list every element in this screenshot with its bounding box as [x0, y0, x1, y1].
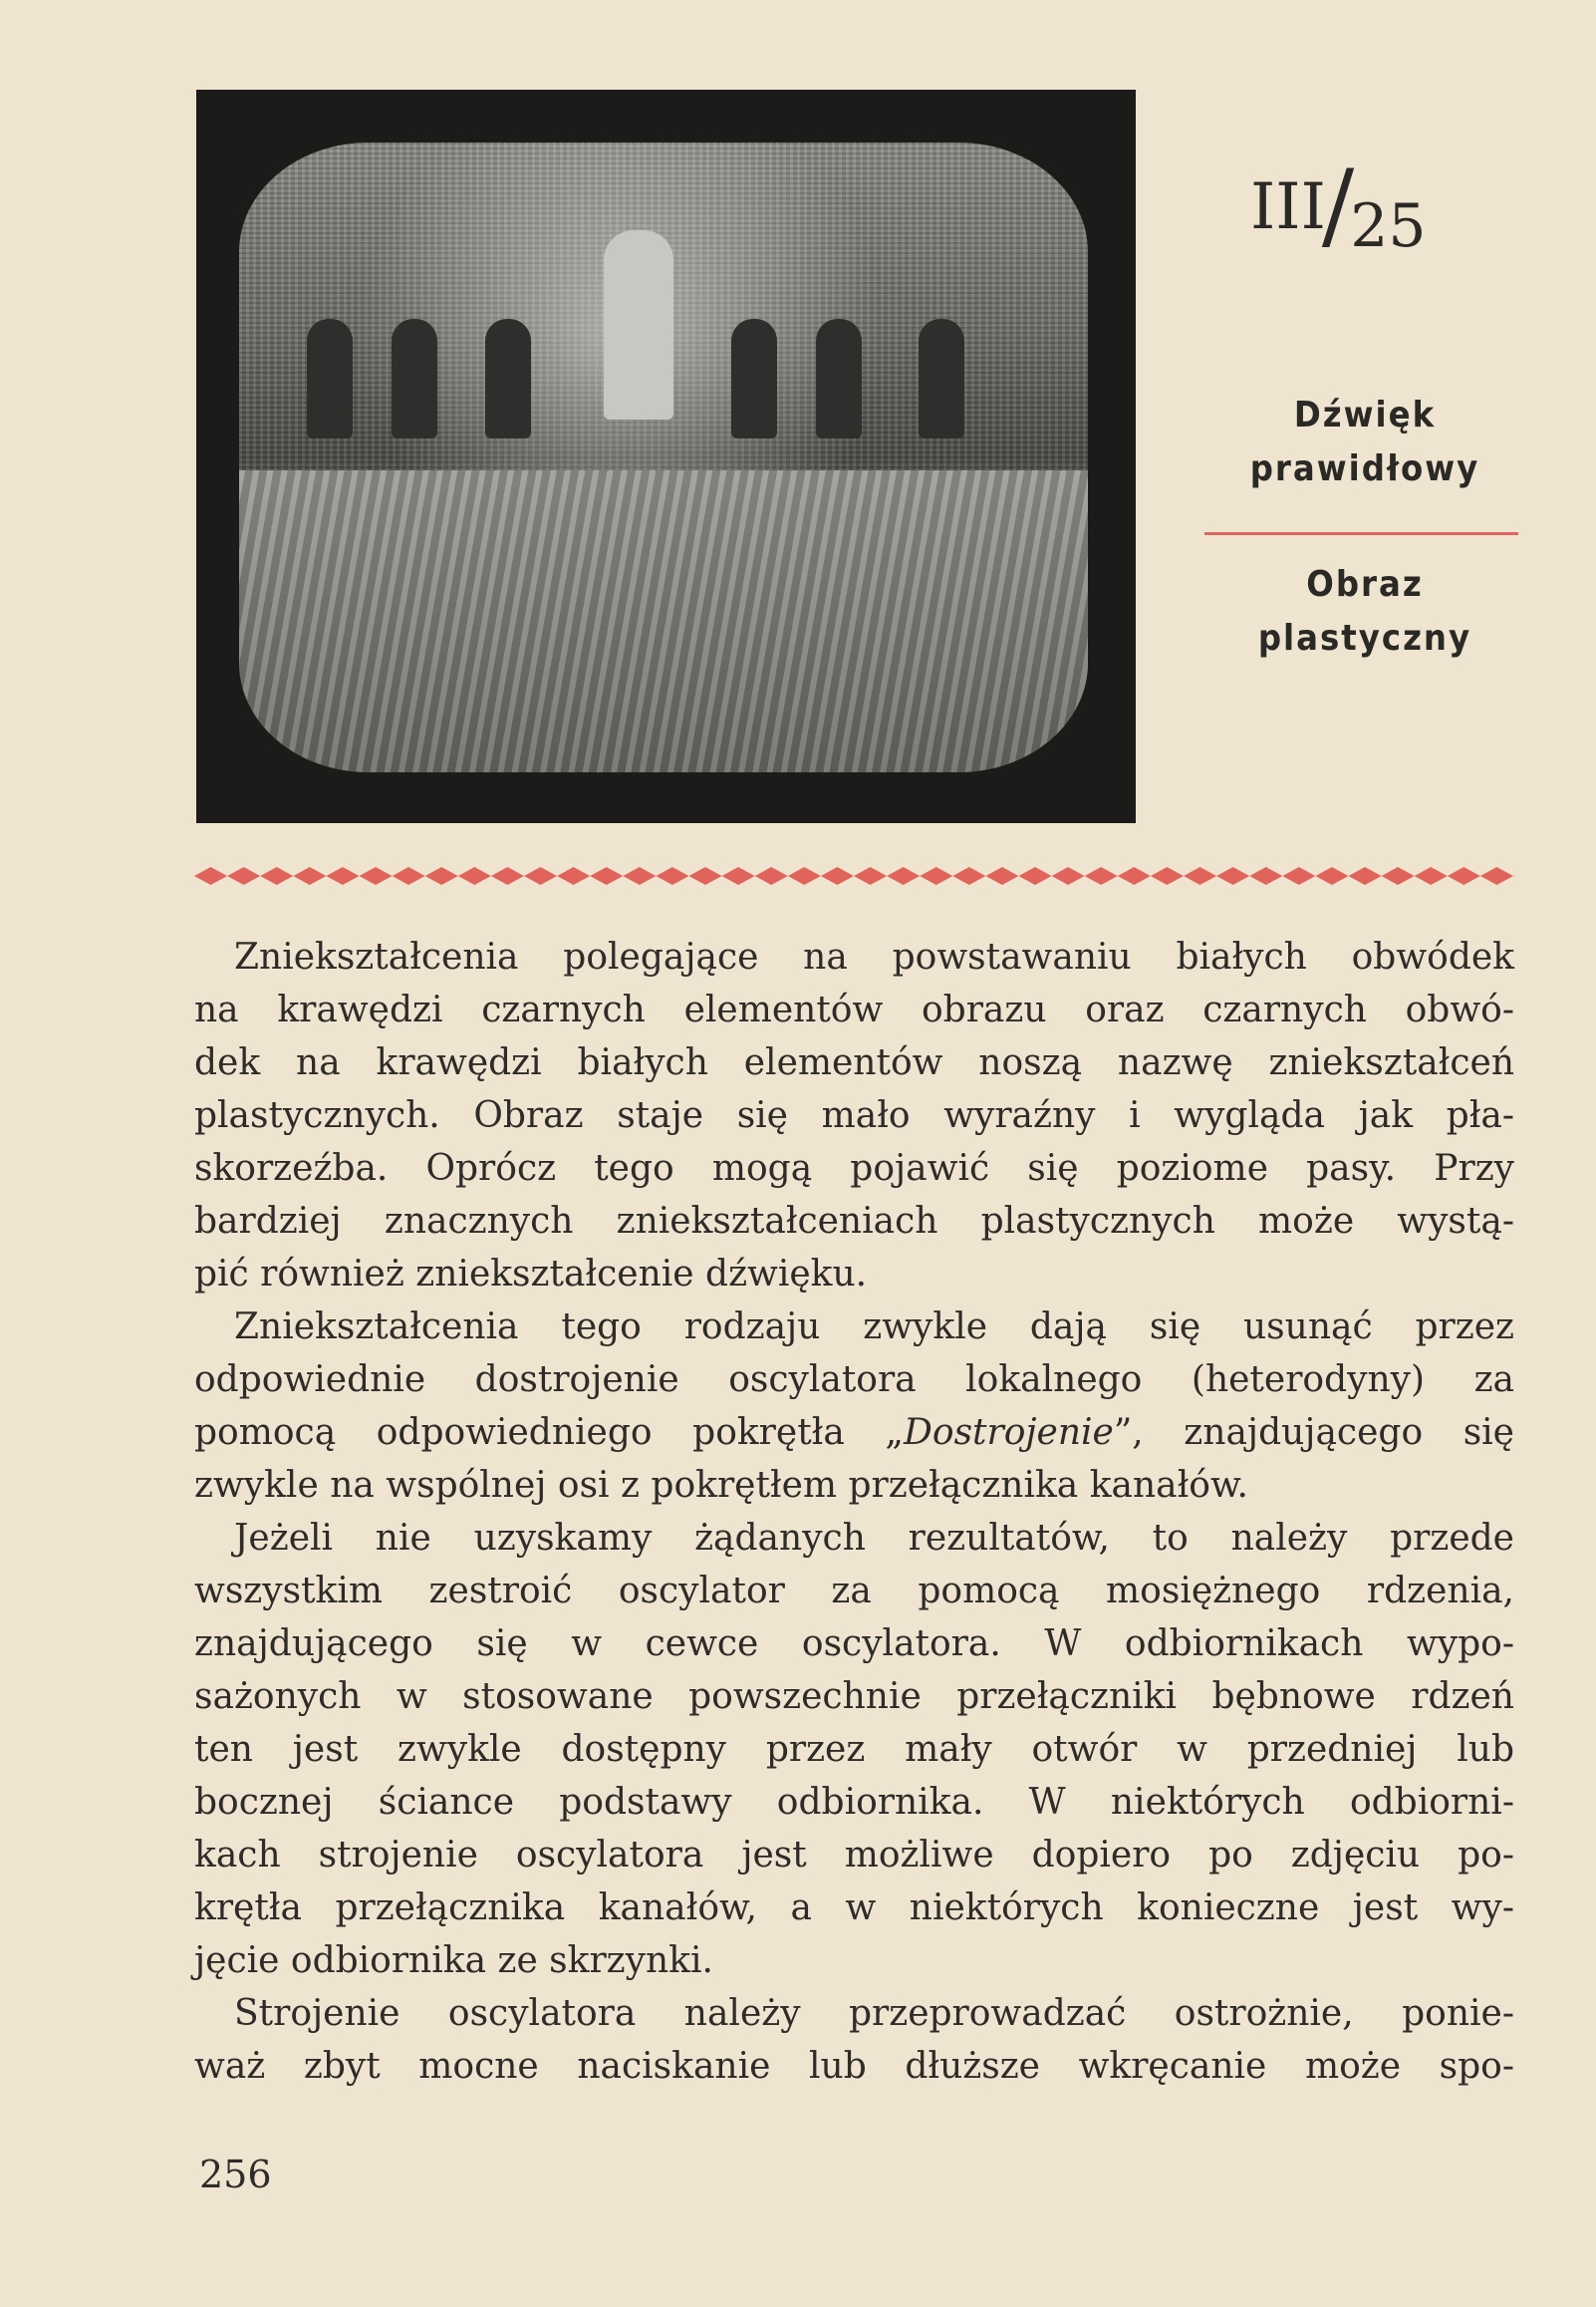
image-label-line: plastyczny [1257, 618, 1472, 659]
section-code [1250, 140, 1427, 261]
text-line: wszystkim zestroić oscylator za pomocą mosiężnego rdzenia, [194, 1571, 1514, 1611]
text-line: Jeżeli nie uzyskamy żądanych rezultatów, to należy przede [234, 1518, 1514, 1559]
seated-figure [919, 319, 964, 438]
seated-figure [816, 319, 862, 438]
text-line: sażonych w stosowane powszechnie przełączniki bębnowe rdzeń [194, 1676, 1514, 1717]
image-status-label [1205, 558, 1524, 666]
red-divider [1204, 532, 1518, 535]
code-number: 25 [1350, 191, 1427, 261]
text-line: Zniekształcenia polegające na powstawaniu białych obwódek [234, 937, 1514, 978]
seated-figure [392, 319, 437, 438]
code-main: III [1250, 170, 1326, 244]
sound-label-line: Dźwięk [1293, 395, 1437, 435]
presidium-table [239, 470, 1088, 772]
text-line: Strojenie oscylatora należy przeprowadzać ostrożnie, ponie- [234, 1993, 1514, 2034]
text-line: bocznej ściance podstawy odbiornika. W niektórych odbiorni- [194, 1782, 1514, 1823]
text-line: jęcie odbiornika ze skrzynki. [194, 1940, 713, 1981]
text-line: na krawędzi czarnych elementów obrazu oraz czarnych obwó- [194, 990, 1514, 1030]
text-line: ten jest zwykle dostępny przez mały otwór w przedniej lub [194, 1729, 1514, 1770]
tv-screen-photo [196, 90, 1136, 823]
code-slash: / [1321, 149, 1355, 261]
text-line: skorzeźba. Oprócz tego mogą pojawić się poziome pasy. Przy [194, 1148, 1514, 1189]
text-line: odpowiednie dostrojenie oscylatora lokalnego (heterodyny) za [194, 1359, 1514, 1400]
text-line: zwykle na wspólnej osi z pokrętłem przełącznika kanałów. [194, 1465, 1248, 1506]
text-line: plastycznych. Obraz staje się mało wyraźny i wygląda jak pła- [194, 1095, 1514, 1136]
seated-figure [307, 319, 353, 438]
seated-figure [485, 319, 531, 438]
page-number: 256 [199, 2153, 272, 2196]
text-line: dek na krawędzi białych elementów noszą nazwę zniekształceń [194, 1042, 1514, 1083]
tv-screen-image [239, 143, 1088, 772]
text-line: pić również zniekształcenie dźwięku. [194, 1254, 868, 1295]
body-text [194, 931, 1514, 2093]
text-line: krętła przełącznika kanałów, a w niektórych konieczne jest wy- [194, 1887, 1514, 1928]
diamond-border [194, 863, 1514, 889]
standing-speaker [604, 230, 673, 420]
sound-label-line: prawidłowy [1249, 448, 1480, 489]
text-line: pomocą odpowiedniego pokrętła „Dostrojenie”, znajdującego się [194, 1412, 1514, 1453]
sound-status-label [1205, 389, 1524, 496]
text-line: bardziej znacznych zniekształceniach plastycznych może wystą- [194, 1201, 1514, 1242]
image-label-line: Obraz [1306, 564, 1424, 605]
knob-name: Dostrojenie [904, 1412, 1114, 1453]
text-line: znajdującego się w cewce oscylatora. W odbiornikach wypo- [194, 1623, 1514, 1664]
text-line: waż zbyt mocne naciskanie lub dłuższe wkręcanie może spo- [194, 2046, 1514, 2087]
seated-figure [731, 319, 777, 438]
text-line: Zniekształcenia tego rodzaju zwykle dają się usunąć przez [234, 1306, 1514, 1347]
text-line: kach strojenie oscylatora jest możliwe dopiero po zdjęciu po- [194, 1835, 1514, 1875]
